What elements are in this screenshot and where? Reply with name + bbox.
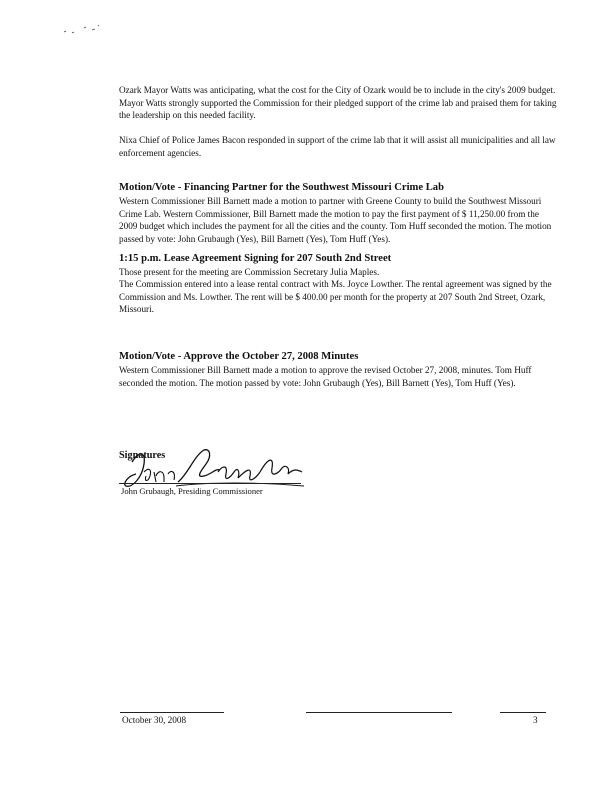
section-body-lease-attendees: Those present for the meeting are Commission Secretary Julia Maples.	[119, 267, 380, 277]
signatory-name: John Grubaugh, Presiding Commissioner	[121, 486, 263, 496]
intro-paragraph-2: Nixa Chief of Police James Bacon responded in support of the crime lab that it will assist all municipalities and all law enforcement agencies.	[119, 135, 556, 158]
page-number: 3	[533, 715, 538, 725]
section-body-minutes: Western Commissioner Bill Barnett made a motion to approve the revised October 27, 2008, minutes. Tom Huff seconded the motion. The motion passed by vote: John Grubaugh (Yes), Bill Barnett (Yes), Tom Huff (Yes).	[119, 365, 532, 388]
section-heading-lease: 1:15 p.m. Lease Agreement Signing for 207 South 2nd Street	[119, 253, 392, 264]
signatures-heading: Signatures	[119, 450, 166, 461]
scan-mark	[62, 22, 102, 36]
footer-rule-center	[306, 712, 452, 713]
intro-paragraph-1: Ozark Mayor Watts was anticipating, what the cost for the City of Ozark would be to include in the city's 2009 budget. Mayor Watts strongly supported the Commission for their pledged support of the crime lab and praised them for taking the leadership on this needed facility.	[119, 85, 557, 121]
section-heading-minutes: Motion/Vote - Approve the October 27, 2008 Minutes	[119, 351, 359, 362]
footer-rule-left	[120, 712, 224, 713]
footer-date: October 30, 2008	[122, 715, 187, 725]
signature-line	[119, 483, 301, 484]
section-body-lease: The Commission entered into a lease rental contract with Ms. Joyce Lowther. The rental agreement was signed by the Commission and Ms. Lowther. The rent will be $ 400.00 per month for the property at 207 South 2nd Street, Ozark, Missouri.	[119, 279, 552, 315]
footer-rule-right	[500, 712, 546, 713]
section-body-crime-lab: Western Commissioner Bill Barnett made a motion to partner with Greene County to build the Southwest Missouri Crime Lab. Western Commissioner, Bill Barnett made the motion to pay the first payment of $ 11,250.00 from the 2009 budget which includes the payment for all the cities and the county. Tom Huff seconded the motion. The motion passed by vote: John Grubaugh (Yes), Bill Barnett (Yes), Tom Huff (Yes).	[119, 196, 552, 244]
section-heading-crime-lab: Motion/Vote - Financing Partner for the Southwest Missouri Crime Lab	[119, 182, 444, 193]
